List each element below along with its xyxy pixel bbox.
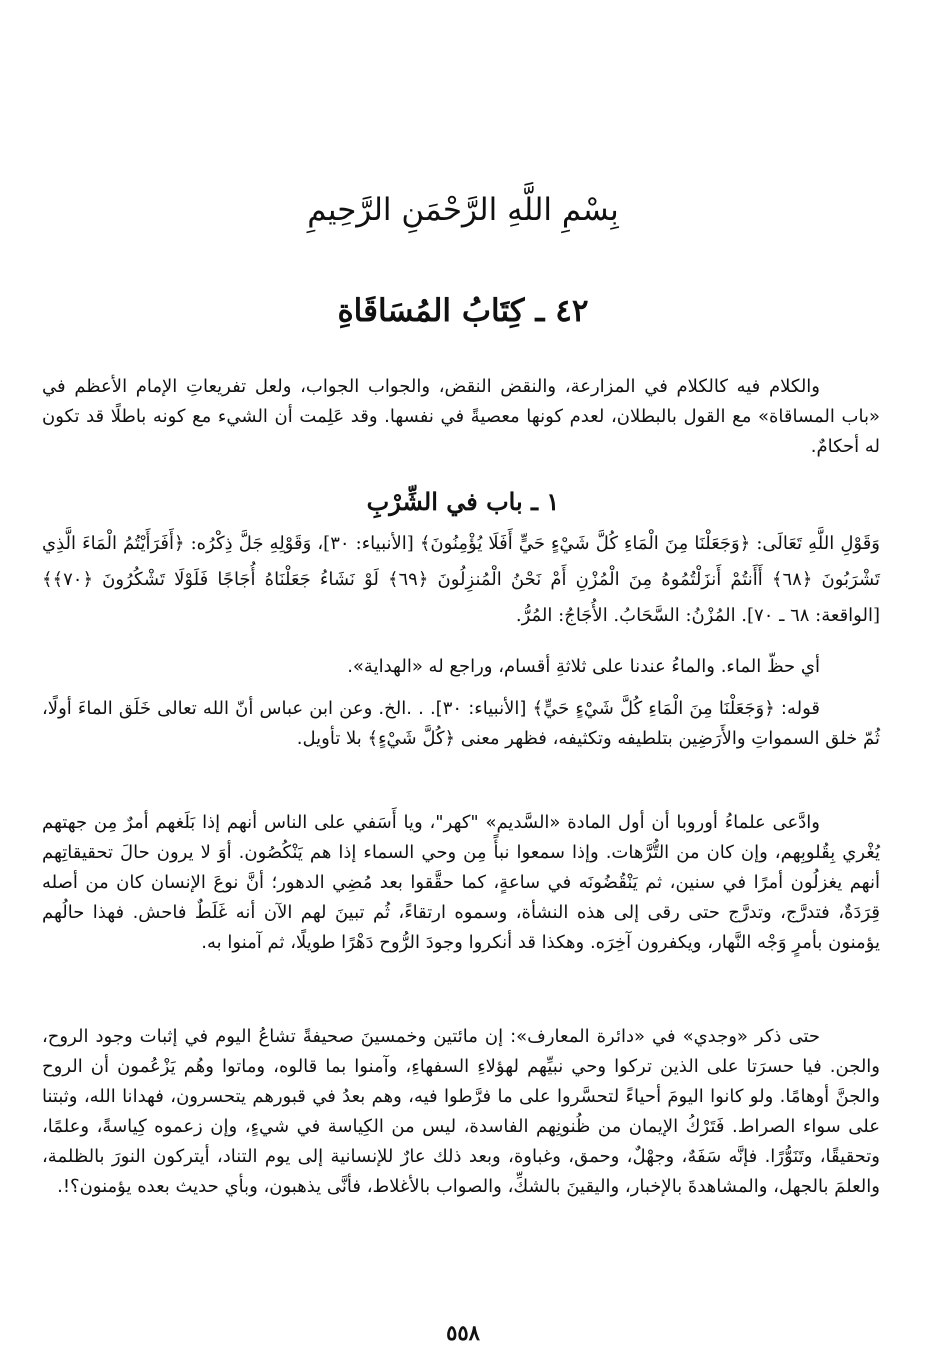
qawl-paragraph: قوله: ﴿وَجَعَلْنَا مِنَ الْمَاءِ كُلَّ شَيْءٍ حَيٍّ﴾ [الأنبياء: ٣٠]. . .الخ. وعن ابن عباس أنّ الله تعالى خَلَق الماءَ أولًا، ثُمّ خلق السمواتِ والأَرَضِين بتلطيفه وتكثيفه، فظهر معنى ﴿كُلَّ شَيْءٍ﴾ بلا تأويل. (42, 698, 880, 749)
basmala-heading: بِسْمِ اللَّهِ الرَّحْمَنِ الرَّحِيمِ (307, 192, 619, 228)
section-title: ١ ـ باب في الشِّرْبِ (366, 487, 560, 516)
chapter-title: ٤٢ ـ كِتَابُ المُسَاقَاةِ (337, 293, 589, 329)
page-number: ٥٥٨ (446, 1320, 480, 1345)
wajdi-paragraph: حتى ذكر «وجدي» في «دائرة المعارف»: إن مائتين وخمسينَ صحيفةً تشاعُ اليوم في إثبات وجود الروح، والجن. فيا حسرَتا على الذين تركوا وحي نبيِّهم لهؤلاءِ السفهاءِ، وآمنوا بما قالوه، وماتوا وهُم يَزْعُمون أن الروح والجنَّ أوهامًا. ولو كانوا اليومَ أحياءً لتحسَّروا على ما فرَّطوا فيه، وهم بعدُ في قبورهم يتحسرون، فهدانا الله، وثبتنا على سواء الصراط. فَتَرْكُ الإيمان من ظُنونِهم الفاسدة، ليس من الكِياسة في شيءٍ، وإن زعموه كِياسةً، وعلمًا، وتحقيقًا، وتَنَوُّرًا. فإنَّه سَفَهٌ، وجهْلٌ، وحمق، وغباوة، وبعد ذلك عارٌ للإنسانية إلى يوم التناد، أيتركون النورَ بالظلمة، والعلمَ بالجهل، والمشاهدةَ بالإخبار، واليقينَ بالشكِّ، والصواب بالأغلاط، فأنَّى يذهبون، وبأي حديث بعده يؤمنون؟!. (42, 1026, 880, 1197)
note-paragraph: أي حظّ الماء. والماءُ عندنا على ثلاثةِ أقسام، وراجع له «الهداية». (347, 656, 820, 677)
intro-paragraph: والكلام فيه كالكلام في المزارعة، والنقض النقض، والجواب الجواب، ولعل تفريعاتِ الإمام الأعظم في «باب المساقاة» مع القول بالبطلان، لعدم كونها معصيةً في نفسها. وقد عَلِمت أن الشيء مع كونه باطلًا قد تكون له أحكامٌ. (42, 376, 880, 457)
europe-paragraph: وادَّعى علماءُ أوروبا أن أول المادة «السَّديم» "كهر"، ويا أَسَفي على الناس أنهم إذا بَلَغهم أمرٌ مِن جهتهم يُغْري بِقُلوبِهم، وإن كان من التُّرَّهات. وإذا سمعوا نبأً مِن وحي السماء إذا هم يَنْكُصُون. أوَ لا يرون حالَ تحقيقاتِهم أنهم يغزلُون أمرًا في سنين، ثم يَنْقُضُونَه في ساعةٍ، كما حقَّقوا بعد مُضِي الدهور؛ أنَّ نوعَ الإنسان كان من أصله قِرَدَةٌ، فتدرَّج، وتدرَّج حتى رقى إلى هذه النشأة، وسموه ارتقاءً، ثُم تبينَ لهم الآن أنه غَلَطٌ فاحش. فهذا حالُهم يؤمنون بأمرٍ وَجْه النَّهار، ويكفرون آخِرَه. وهكذا قد أنكروا وجودَ الرُّوح دَهْرًا طويلًا، ثم آمنوا به. (42, 812, 880, 953)
verse-paragraph: وَقَوْلِ اللَّهِ تَعَالَى: ﴿وَجَعَلْنَا مِنَ الْمَاءِ كُلَّ شَيْءٍ حَيٍّ أَفَلَا يُؤْمِنُونَ﴾ [الأنبياء: ٣٠]، وَقَوْلِهِ جَلَّ ذِكْرُه: ﴿أَفَرَأَيْتُمُ الْمَاءَ الَّذِي تَشْرَبُونَ ﴿٦٨﴾ أَأَنتُمْ أَنزَلْتُمُوهُ مِنَ الْمُزْنِ أَمْ نَحْنُ الْمُنزِلُونَ ﴿٦٩﴾ لَوْ نَشَاءُ جَعَلْنَاهُ أُجَاجًا فَلَوْلَا تَشْكُرُونَ ﴿٧٠﴾﴾ [الواقعة: ٦٨ ـ ٧٠]. المُزْنُ: السَّحَابُ. الأُجَاجُ: المُرُّ. (42, 533, 881, 626)
